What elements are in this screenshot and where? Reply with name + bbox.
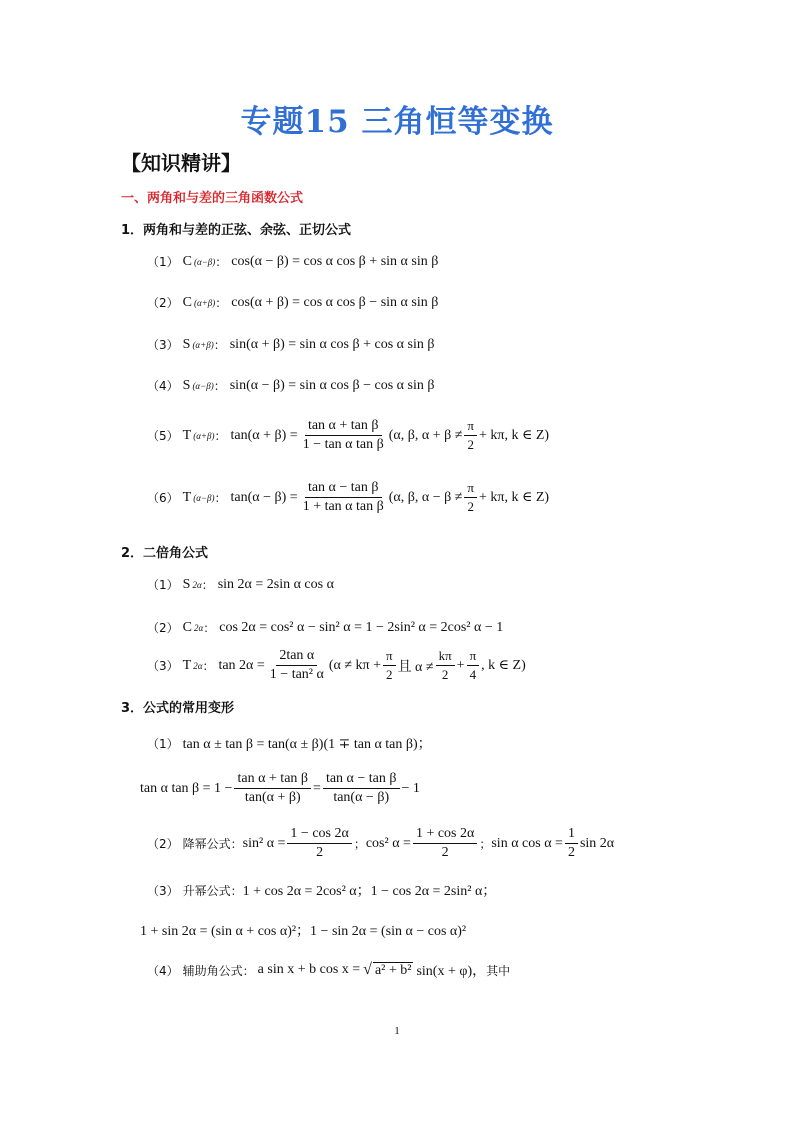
formula-part: sin² α = [242, 835, 286, 851]
formula-number: （1） [147, 578, 179, 592]
condition-start: (α, β, α + β ≠ [388, 427, 463, 443]
formula-power-reduction [147, 826, 614, 861]
formula-separator: ： [214, 491, 227, 505]
fraction [234, 771, 311, 806]
formula-number: （3） [147, 659, 179, 673]
formula-separator: ： [203, 621, 216, 635]
formula-s-plus [147, 336, 434, 353]
page-number: 1 [394, 1025, 400, 1037]
formula-body: 1 + sin 2α = (sin α + cos α)²；1 − sin 2α = (sin α − cos α)² [140, 924, 467, 939]
fraction [323, 771, 400, 806]
formula-part: a sin x + b cos x = [257, 962, 361, 977]
formula-separator: ： [214, 429, 227, 443]
condition-start: (α, β, α − β ≠ [388, 489, 463, 505]
formula-part: sin α cos α = [491, 835, 563, 851]
formula-number: （1） [147, 255, 179, 269]
denominator: 1 − tan α tan β [302, 437, 384, 452]
formula-number: （2） [147, 621, 179, 635]
numerator: 1 − cos 2α [287, 826, 351, 844]
numerator: tan α − tan β [323, 771, 400, 789]
formula-number: （2） [147, 296, 179, 310]
numerator: π [383, 648, 396, 666]
formula-lhs: tan(α + β) = [230, 427, 298, 443]
formula-c-minus [147, 253, 438, 270]
condition-end: + kπ, k ∈ Z) [479, 428, 550, 443]
numerator: tan α + tan β [305, 418, 382, 436]
fraction [464, 480, 477, 515]
formula-lhs: tan 2α = [218, 657, 265, 673]
formula-label: C [182, 294, 192, 310]
formula-t-2a [147, 648, 526, 683]
fraction [267, 648, 327, 683]
formula-label: S [182, 576, 191, 592]
subheading-sum-difference: 1．两角和与差的正弦、余弦、正切公式 [121, 223, 352, 238]
formula-lhs: tan α tan β = 1 − [140, 780, 233, 796]
formula-subscript: (α−β) [193, 492, 215, 503]
formula-subscript: (α+β) [193, 430, 215, 441]
formula-number: （3） [147, 883, 179, 898]
formula-tan-sum-variation [147, 733, 432, 753]
formula-label: T [182, 489, 192, 505]
formula-tail: 其中 [486, 963, 511, 978]
condition-part: , k ∈ Z) [481, 658, 526, 673]
formula-part: sin(x + φ)， [416, 964, 487, 979]
sqrt-icon: √ [363, 961, 372, 978]
section-heading: 一、两角和与差的三角函数公式 [121, 191, 304, 206]
formula-separator: ： [202, 659, 215, 673]
formula-number: （1） [147, 736, 179, 751]
denominator: 1 − tan² α [269, 667, 324, 682]
subheading-double-angle: 2．二倍角公式 [121, 546, 209, 561]
page-title: 专题15 三角恒等变换 [240, 104, 554, 140]
formula-number: （2） [147, 837, 179, 851]
formula-subscript: (α+β) [193, 297, 216, 308]
denominator: 4 [469, 667, 477, 682]
formula-label: T [182, 657, 192, 673]
formula-body: 1 + cos 2α = 2cos² α；1 − cos 2α = 2sin² α； [242, 884, 497, 899]
formula-separator: ： [213, 338, 226, 352]
numerator: π [467, 648, 480, 666]
formula-separator: ： [215, 255, 228, 269]
formula-number: （5） [147, 429, 179, 443]
separator: ； [479, 837, 492, 851]
formula-label: C [182, 253, 192, 269]
formula-part: cos² α = [365, 835, 411, 851]
denominator: 2 [567, 845, 575, 860]
formula-lhs: tan(α − β) = [230, 489, 298, 505]
formula-body: sin 2α = 2sin α cos α [217, 576, 334, 592]
subheading-variations: 3．公式的常用变形 [121, 701, 235, 716]
numerator: tan α + tan β [234, 771, 311, 789]
fraction [300, 480, 387, 515]
formula-c-plus [147, 294, 438, 311]
separator: ； [353, 837, 366, 851]
condition-end: + kπ, k ∈ Z) [479, 490, 550, 505]
formula-c-2a [147, 619, 503, 636]
numerator: π [464, 418, 477, 436]
formula-separator: ： [215, 296, 228, 310]
radicand: a² + b² [374, 962, 412, 978]
denominator: 2 [441, 667, 449, 682]
formula-separator: ： [201, 578, 214, 592]
denominator: 1 + tan α tan β [302, 499, 384, 514]
fraction [287, 826, 351, 861]
formula-subscript: 2α [193, 660, 203, 671]
formula-number: （3） [147, 338, 179, 352]
formula-label: C [182, 619, 192, 635]
formula-t-plus [147, 418, 549, 453]
numerator: 1 [565, 826, 578, 844]
formula-body: tan α ± tan β = tan(α ± β)(1 ∓ tan α tan β)； [182, 737, 432, 752]
formula-number: （4） [147, 963, 179, 978]
formula-t-minus [147, 480, 549, 515]
formula-power-raising [147, 880, 496, 900]
denominator: 2 [467, 499, 474, 514]
denominator: 2 [386, 667, 393, 682]
formula-auxiliary-angle [147, 960, 510, 980]
numerator: π [464, 480, 477, 498]
formula-label: S [182, 377, 191, 393]
formula-s-minus [147, 377, 434, 394]
fraction [413, 826, 477, 861]
formula-subscript: (α−β) [193, 256, 216, 267]
fraction [464, 418, 477, 453]
denominator: tan(α + β) [244, 790, 301, 805]
formula-label: S [182, 336, 191, 352]
denominator: 2 [441, 845, 449, 860]
formula-s-2a [147, 576, 334, 593]
fraction [300, 418, 387, 453]
formula-tail: − 1 [401, 780, 420, 796]
formula-body: sin(α + β) = sin α cos β + cos α sin β [229, 336, 435, 352]
equals-sign: = [313, 780, 321, 796]
numerator: 1 + cos 2α [413, 826, 477, 844]
formula-subscript: (α+β) [192, 339, 214, 350]
fraction [436, 648, 455, 683]
formula-subscript: 2α [193, 622, 204, 633]
formula-body: sin(α − β) = sin α cos β − cos α sin β [229, 377, 435, 393]
denominator: 2 [316, 845, 324, 860]
knowledge-heading: 【知识精讲】 [121, 151, 241, 175]
numerator: kπ [436, 648, 455, 666]
condition-part: (α ≠ kπ + [328, 657, 381, 673]
condition-part: 且 α ≠ [397, 659, 434, 675]
formula-body: cos(α − β) = cos α cos β + sin α sin β [231, 253, 439, 269]
formula-subscript: (α−β) [192, 380, 214, 391]
formula-body: cos 2α = cos² α − sin² α = 1 − 2sin² α = 2cos² α − 1 [219, 619, 504, 635]
formula-label: 降幂公式： [182, 837, 243, 851]
formula-label: T [182, 427, 192, 443]
formula-number: （4） [147, 379, 179, 393]
formula-subscript: 2α [192, 579, 202, 590]
condition-part: + [456, 657, 465, 673]
formula-label: 升幂公式： [182, 883, 243, 898]
fraction [565, 826, 578, 861]
formula-label: 辅助角公式： [182, 963, 255, 978]
numerator: tan α − tan β [305, 480, 382, 498]
formula-tan-product [140, 771, 420, 806]
fraction [383, 648, 396, 683]
formula-number: （6） [147, 491, 179, 505]
denominator: 2 [467, 437, 474, 452]
formula-separator: ： [213, 379, 226, 393]
formula-body: cos(α + β) = cos α cos β − sin α sin β [231, 294, 439, 310]
denominator: tan(α − β) [333, 790, 390, 805]
formula-sin-square [140, 920, 466, 940]
fraction [467, 648, 480, 683]
numerator: 2tan α [276, 648, 317, 666]
formula-part: sin 2α [579, 835, 615, 851]
